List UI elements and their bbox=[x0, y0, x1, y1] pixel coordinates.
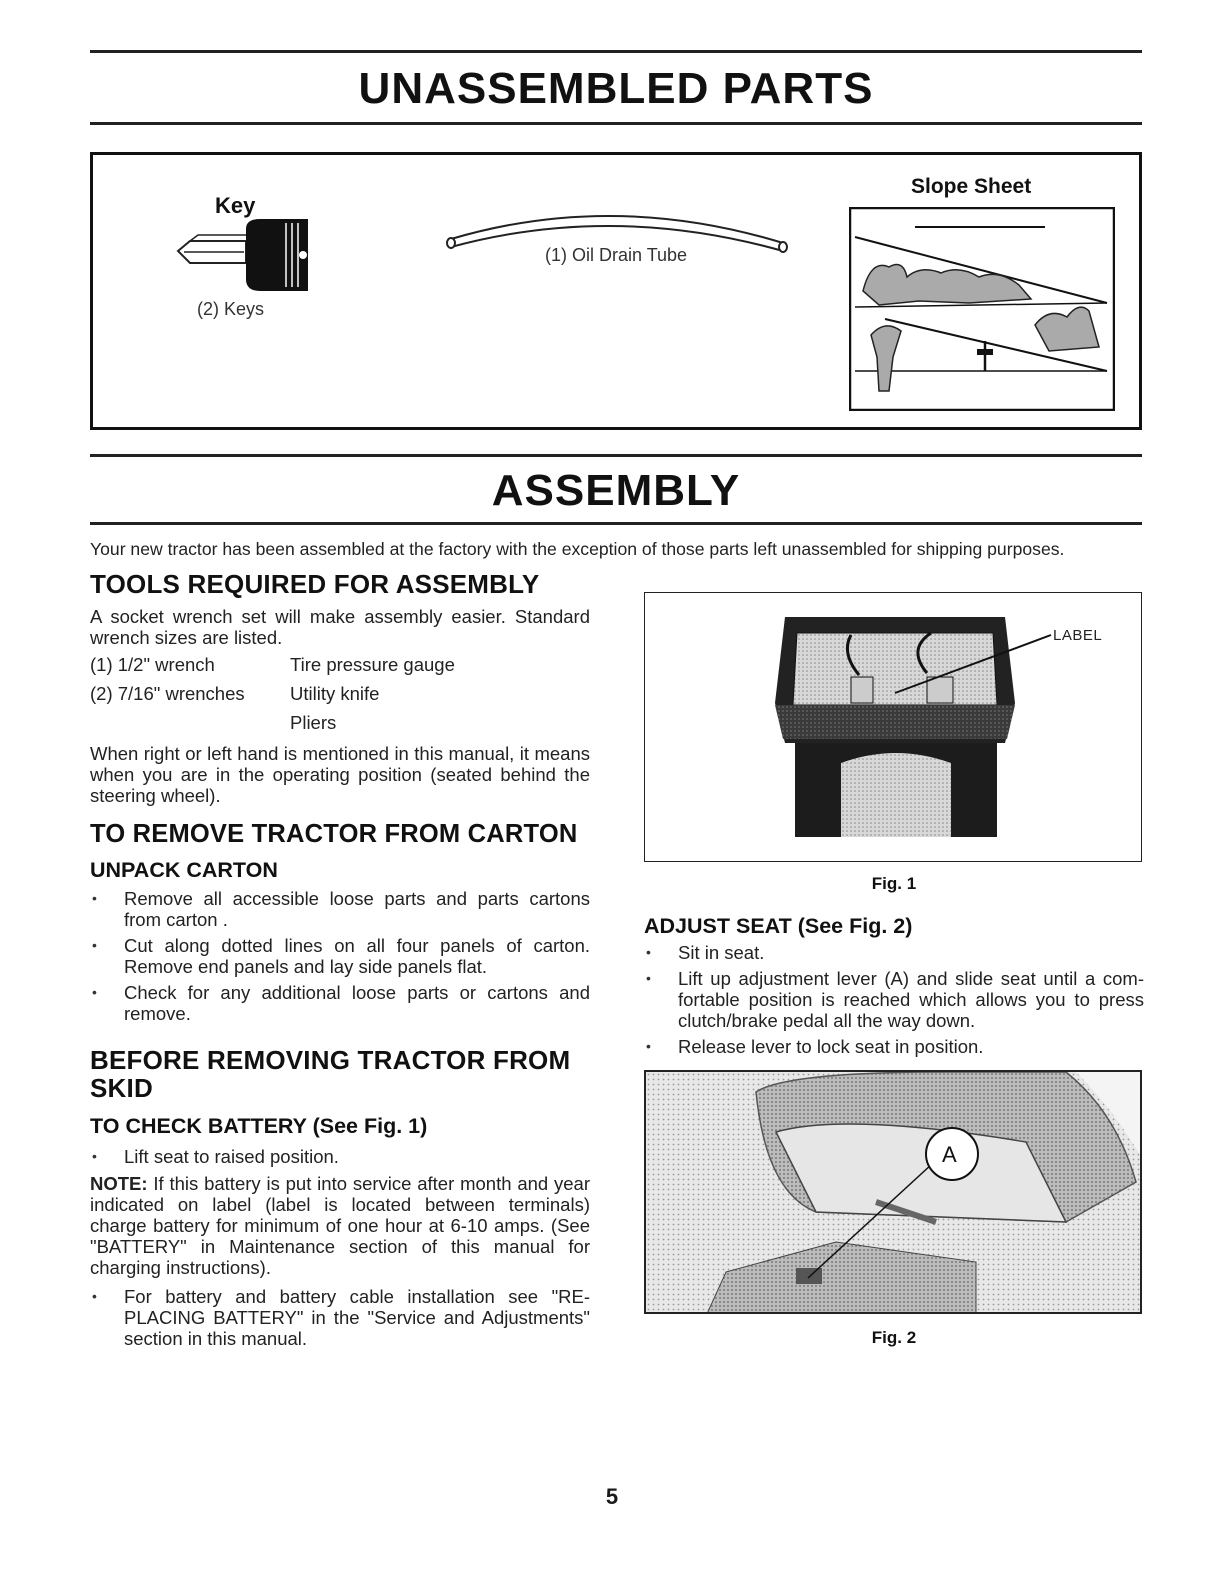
adjust-seat-heading: ADJUST SEAT (See Fig. 2) bbox=[644, 914, 913, 938]
tool-item: Tire pressure gauge bbox=[290, 654, 455, 675]
right-column bbox=[644, 914, 1144, 1062]
list-item: • Check for any additional loose parts or cartons and remove. bbox=[90, 982, 590, 1024]
list-item: • Cut along dotted lines on all four panels of carton. Remove end panels and lay side panels flat. bbox=[90, 935, 590, 977]
list-item: • For battery and battery cable installation see "RE-PLACING BATTERY" in the "Service and Adjustments" section in this manual. bbox=[90, 1286, 590, 1349]
list-item: • Sit in seat. bbox=[644, 942, 1144, 963]
assembly-rule-top bbox=[90, 454, 1142, 457]
title-rule-bottom bbox=[90, 122, 1142, 125]
oil-drain-tube-caption: (1) Oil Drain Tube bbox=[545, 245, 688, 265]
tool-item bbox=[90, 712, 290, 733]
remove-heading: TO REMOVE TRACTOR FROM CARTON bbox=[90, 820, 578, 848]
fig1-label-callout: LABEL bbox=[1053, 627, 1103, 644]
adjust-seat-list bbox=[644, 942, 1144, 1057]
before-heading: BEFORE REMOVING TRACTOR FROM SKID bbox=[90, 1045, 571, 1103]
slope-sheet-title: Slope Sheet bbox=[911, 175, 1032, 198]
fig1-caption: Fig. 1 bbox=[871, 874, 917, 893]
fig2-caption: Fig. 2 bbox=[871, 1328, 917, 1347]
list-item: • Lift seat to raised position. bbox=[90, 1146, 590, 1167]
tools-list bbox=[90, 654, 590, 733]
battery-list bbox=[90, 1146, 590, 1167]
tool-item: Pliers bbox=[290, 712, 337, 733]
tool-item: (1) 1/2" wrench bbox=[90, 654, 215, 675]
fig2-callout-a: A bbox=[942, 1142, 957, 1167]
unpack-subheading: UNPACK CARTON bbox=[90, 858, 278, 882]
note-label: NOTE: bbox=[90, 1173, 148, 1194]
note-text: If this battery is put into service after month and year indicated on label (label is located between terminals) charge battery for minimum of one hour at 6-10 amps. (See "BATTERY" in Maintenance section of this manual for charging instructions). bbox=[90, 1173, 590, 1278]
key-caption: (2) Keys bbox=[197, 299, 265, 319]
tool-item: (2) 7/16" wrenches bbox=[90, 683, 245, 704]
key-title: Key bbox=[215, 193, 256, 218]
left-column bbox=[90, 570, 590, 1354]
list-item: • Release lever to lock seat in position. bbox=[644, 1036, 1144, 1057]
slope-sheet-image bbox=[849, 207, 1115, 411]
tools-note: When right or left hand is mentioned in this manual, it means when you are in the operating position (seated behind the steering wheel). bbox=[90, 743, 590, 806]
key-icon bbox=[168, 217, 318, 293]
seat-illustration bbox=[646, 1072, 1142, 1314]
battery-note bbox=[90, 1173, 590, 1278]
tool-item: Utility knife bbox=[290, 683, 380, 704]
top-rule bbox=[90, 50, 1142, 53]
assembly-title: ASSEMBLY bbox=[491, 466, 741, 515]
figure-1-battery bbox=[644, 592, 1142, 862]
tools-intro: A socket wrench set will make assembly easier. Standard wrench sizes are listed. bbox=[90, 606, 590, 648]
list-item: • Remove all accessible loose parts and parts cartons from carton . bbox=[90, 888, 590, 930]
battery-list-2 bbox=[90, 1286, 590, 1349]
unpack-list bbox=[90, 888, 590, 1024]
unassembled-parts-title: UNASSEMBLED PARTS bbox=[358, 64, 874, 113]
figure-2-seat bbox=[644, 1070, 1142, 1314]
assembly-intro: Your new tractor has been assembled at the factory with the exception of those parts left unassembled for shipping purposes. bbox=[90, 539, 1065, 559]
check-battery-subheading: TO CHECK BATTERY (See Fig. 1) bbox=[90, 1114, 428, 1138]
page-number: 5 bbox=[605, 1484, 619, 1509]
list-item: • Lift up adjustment lever (A) and slide seat until a com-fortable position is reached which allows you to press clutch/brake pedal all the way down. bbox=[644, 968, 1144, 1031]
assembly-rule-bottom bbox=[90, 522, 1142, 525]
tools-heading: TOOLS REQUIRED FOR ASSEMBLY bbox=[90, 569, 540, 599]
unassembled-parts-box bbox=[90, 152, 1142, 430]
